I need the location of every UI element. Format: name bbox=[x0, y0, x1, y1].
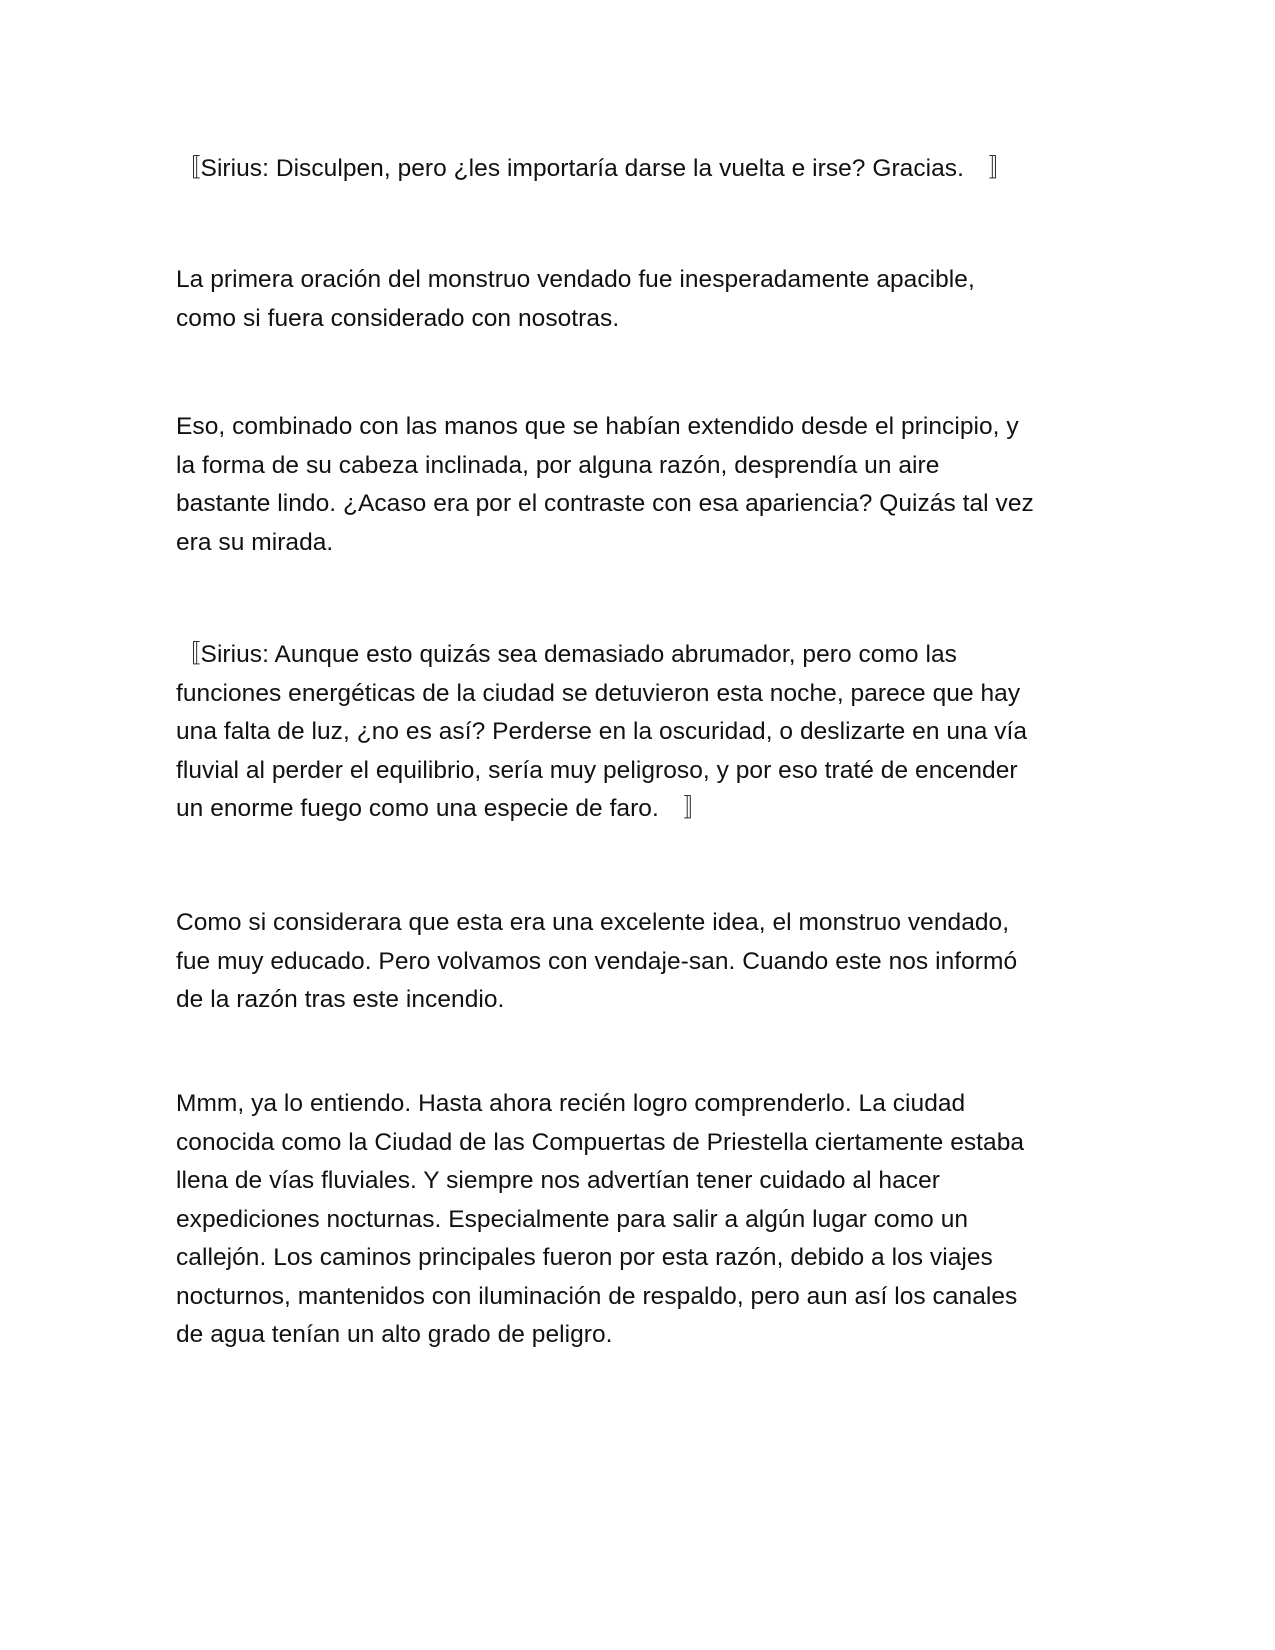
narrative-paragraph-3 bbox=[176, 904, 1106, 1020]
text-line: como si fuera considerado con nosotras. bbox=[176, 304, 620, 332]
text-line: era su mirada. bbox=[176, 528, 334, 556]
text-line: fluvial al perder el equilibrio, sería muy peligroso, y por eso traté de encender bbox=[176, 756, 1018, 784]
narrative-paragraph-2 bbox=[176, 408, 1106, 562]
text-line: Eso, combinado con las manos que se habían extendido desde el principio, y bbox=[176, 413, 1019, 440]
text-line: un enorme fuego como una especie de faro. 〛 bbox=[176, 795, 708, 822]
text-line: 〚Sirius: Disculpen, pero ¿les importaría darse la vuelta e irse? Gracias. 〛 bbox=[176, 155, 1014, 182]
text-line: fue muy educado. Pero volvamos con vendaje-san. Cuando este nos informó bbox=[176, 947, 1018, 975]
text-line: funciones energéticas de la ciudad se detuvieron esta noche, parece que hay bbox=[176, 679, 1021, 707]
text-line: nocturnos, mantenidos con iluminación de respaldo, pero aun así los canales bbox=[176, 1282, 1018, 1310]
text-line: bastante lindo. ¿Acaso era por el contraste con esa apariencia? Quizás tal vez bbox=[176, 490, 1034, 517]
text-line: Como si considerara que esta era una excelente idea, el monstruo vendado, bbox=[176, 909, 1010, 936]
dialogue-paragraph-sirius-1 bbox=[176, 150, 1106, 189]
text-line: llena de vías fluviales. Y siempre nos advertían tener cuidado al hacer bbox=[176, 1167, 940, 1194]
narrative-paragraph-1 bbox=[176, 261, 1106, 338]
text-line: conocida como la Ciudad de las Compuertas de Priestella ciertamente estaba bbox=[176, 1128, 1025, 1156]
text-line: Mmm, ya lo entiendo. Hasta ahora recién logro comprenderlo. La ciudad bbox=[176, 1090, 966, 1117]
dialogue-paragraph-sirius-2 bbox=[176, 636, 1106, 829]
text-line: de agua tenían un alto grado de peligro. bbox=[176, 1321, 613, 1348]
text-line: callejón. Los caminos principales fueron por esta razón, debido a los viajes bbox=[176, 1244, 993, 1271]
text-line: una falta de luz, ¿no es así? Perderse en la oscuridad, o deslizarte en una vía bbox=[176, 718, 1028, 745]
text-line: de la razón tras este incendio. bbox=[176, 986, 505, 1013]
narrative-paragraph-4 bbox=[176, 1085, 1106, 1355]
text-line: la forma de su cabeza inclinada, por alguna razón, desprendía un aire bbox=[176, 451, 940, 479]
text-line: 〚Sirius: Aunque esto quizás sea demasiado abrumador, pero como las bbox=[176, 641, 957, 668]
text-line: expediciones nocturnas. Especialmente para salir a algún lugar como un bbox=[176, 1205, 969, 1233]
text-line: La primera oración del monstruo vendado fue inesperadamente apacible, bbox=[176, 266, 975, 293]
